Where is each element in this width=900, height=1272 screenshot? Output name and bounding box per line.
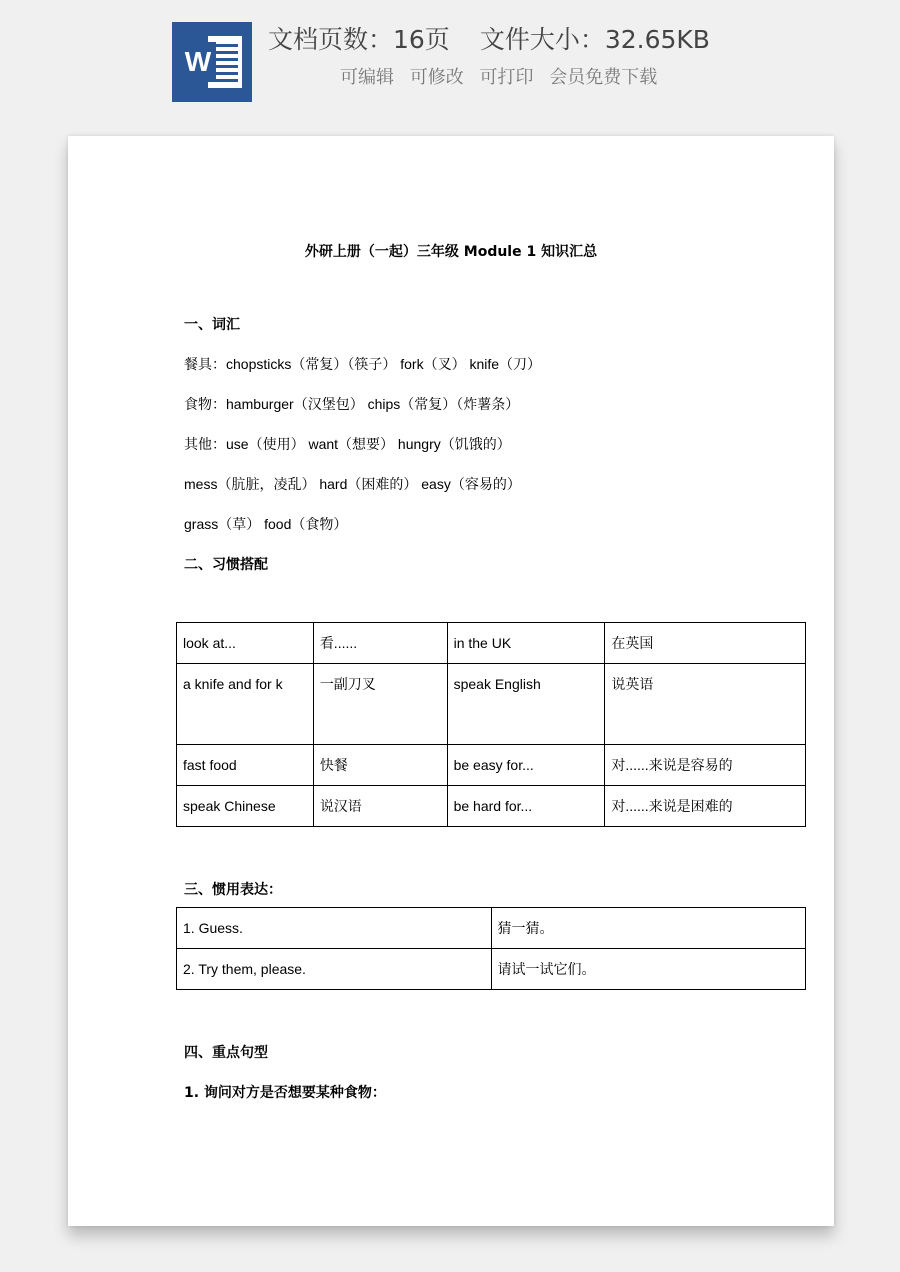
table-cell: 对......来说是容易的: [605, 745, 806, 786]
section-vocabulary-heading: 一、词汇: [184, 317, 240, 333]
feature-member-download: 会员免费下载: [549, 67, 658, 88]
table-cell: be hard for...: [447, 786, 605, 827]
word-document-icon: [172, 22, 252, 102]
document-page: [68, 136, 834, 1226]
table-cell: fast food: [177, 745, 314, 786]
feature-printable: 可打印: [479, 67, 534, 88]
table-cell: speak Chinese: [177, 786, 314, 827]
table-cell: speak English: [447, 664, 605, 745]
key-sentence-subheading: 1. 询问对方是否想要某种食物：: [184, 1085, 386, 1101]
table-cell: 一副刀叉: [313, 664, 447, 745]
table-cell: 说英语: [605, 664, 806, 745]
table-cell: look at...: [177, 623, 314, 664]
section-collocations-heading: 二、习惯搭配: [184, 557, 268, 573]
vocab-line-nouns: grass（草） food（食物）: [184, 516, 348, 532]
table-cell: 说汉语: [313, 786, 447, 827]
feature-editable: 可编辑: [340, 67, 394, 88]
table-cell: 请试一试它们。: [491, 949, 805, 990]
table-row: [177, 786, 806, 827]
table-row: [177, 745, 806, 786]
table-cell: 猜一猜。: [491, 908, 805, 949]
table-cell: 快餐: [313, 745, 447, 786]
vocab-line-adjectives: mess（肮脏，凌乱） hard（困难的） easy（容易的）: [184, 476, 521, 492]
feature-list: [340, 64, 667, 92]
table-row: [177, 908, 806, 949]
table-cell: 1. Guess.: [177, 908, 492, 949]
table-row: [177, 664, 806, 745]
feature-modifiable: 可修改: [409, 67, 464, 88]
section-expressions-heading: 三、惯用表达：: [184, 882, 282, 898]
table-cell: be easy for...: [447, 745, 605, 786]
collocations-table: [176, 622, 806, 827]
vocab-line-tableware: 餐具：chopsticks（常复）（筷子） fork（叉） knife（刀）: [184, 356, 542, 372]
section-key-sentences-heading: 四、重点句型: [184, 1045, 268, 1061]
vocab-line-food: 食物：hamburger（汉堡包） chips（常复）（炸薯条）: [184, 396, 520, 412]
table-cell: a knife and for k: [177, 664, 314, 745]
document-title: 外研上册（一起）三年级 Module 1 知识汇总: [304, 244, 598, 260]
table-cell: 2. Try them, please.: [177, 949, 492, 990]
expressions-table: [176, 907, 806, 990]
page-count: 文档页数：16页: [268, 25, 450, 54]
word-icon-letter: W: [180, 42, 216, 82]
file-size: 文件大小：32.65KB: [479, 25, 710, 54]
table-cell: in the UK: [447, 623, 605, 664]
table-cell: 对......来说是困难的: [605, 786, 806, 827]
file-info: [268, 22, 710, 58]
table-row: [177, 949, 806, 990]
table-cell: 在英国: [605, 623, 806, 664]
table-row: [177, 623, 806, 664]
vocab-line-other: 其他：use（使用） want（想要） hungry（饥饿的）: [184, 436, 511, 452]
download-header: [0, 0, 900, 120]
table-cell: 看......: [313, 623, 447, 664]
